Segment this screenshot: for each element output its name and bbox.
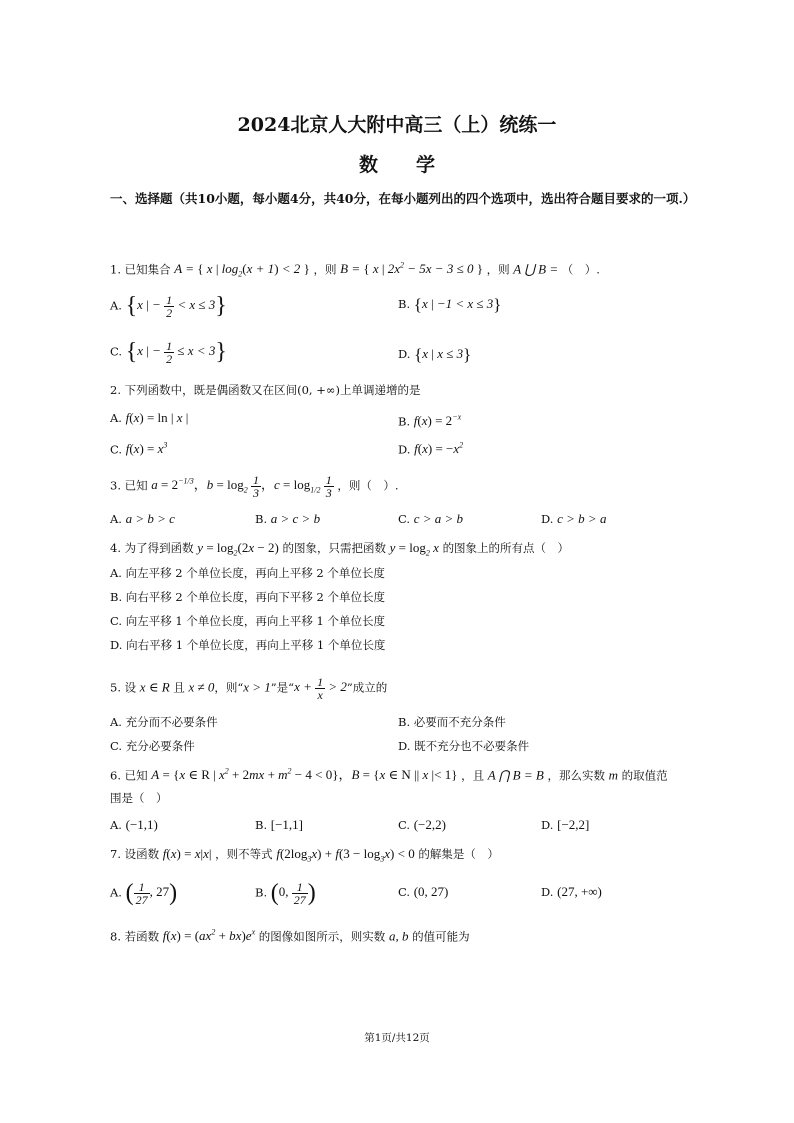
- q3-label-c: C.: [398, 512, 411, 526]
- q5-stem-text-2: 且: [173, 680, 185, 695]
- q1-stem: [110, 258, 600, 283]
- q1-option-a: A. {x | − $\frac{1}{2}$ < x ≤ 3}: [110, 293, 227, 320]
- q1-stem-text-3: ，则: [486, 262, 510, 277]
- q5-stem-text-4: ”是“: [270, 680, 295, 695]
- q8-stem-text-3: 的值可能为: [412, 929, 470, 944]
- q1-label-a: A.: [110, 298, 122, 313]
- q2-stem: 2. 下列函数中，既是偶函数又在区间(0, +∞)上单调递增的是: [110, 383, 421, 397]
- q7-option-c: C. (0, 27): [398, 884, 449, 899]
- q1-label-c: C.: [110, 344, 123, 359]
- q3-label-d: D.: [541, 512, 554, 526]
- q4-option-d: D. 向右平移 1 个单位长度，再向上平移 1 个单位长度: [110, 638, 386, 652]
- q3-label-b: B.: [255, 512, 268, 526]
- q1-union: A ⋃ B =: [513, 261, 559, 277]
- q5-option-d: D. 既不充分也不必要条件: [398, 739, 530, 753]
- q3-stem-text-2: ，则（ ）.: [337, 478, 399, 493]
- page-footer: 第1页/共12页: [364, 1032, 430, 1044]
- q7-stem-text-3: 的解集是（ ）: [418, 847, 499, 861]
- q7-option-b: B. (0, $\frac{1}{27}$ ): [255, 880, 316, 907]
- q5-stem: 5. 设 x ∈ R 且 x ≠ 0，则“x > 1”是“x + $\frac{1}{x}$ > 2”成立的: [110, 675, 388, 702]
- q4-option-c: C. 向左平移 1 个单位长度，再向上平移 1 个单位长度: [110, 614, 385, 628]
- q6-label-d: D.: [541, 818, 554, 832]
- q2-label-a: A.: [110, 411, 122, 425]
- q5-stem-text: 5. 设: [110, 680, 137, 695]
- q8-stem-text: 8. 若函数: [110, 929, 160, 944]
- q8-stem-text-2: 的图像如图所示，则实数: [258, 929, 386, 944]
- q7-label-d: D.: [541, 885, 554, 899]
- q6-stem-text-2: ，且: [461, 768, 485, 783]
- subject-title: 数 学: [358, 154, 435, 176]
- q7-option-d: D. (27, +∞): [541, 884, 602, 899]
- q6-label-c: C.: [398, 818, 411, 832]
- q6-stem-text: 6. 已知: [110, 768, 148, 783]
- q2-option-d: D. $f(x) = -x^2$: [398, 441, 464, 457]
- q3-option-d: D. c > b > a: [541, 511, 607, 526]
- q4-stem: 4. 为了得到函数 $y = \log_2(2x - 2)$ 的图象，只需把函数 $y = \log_2 x$ 的图象上的所有点（ ）: [110, 540, 570, 558]
- q3-option-a: A. a > b > c: [110, 511, 175, 526]
- q4-stem-text: 4. 为了得到函数: [110, 541, 194, 555]
- q2-option-a: A. f(x) = ln | x |: [110, 410, 189, 425]
- q7-stem-text-2: ，则不等式: [215, 847, 273, 861]
- q1-set-a: A = { x | $\log_2(x + 1) < 2$ }: [174, 261, 310, 279]
- q5-option-b: B. 必要而不充分条件: [398, 715, 506, 729]
- q5-option-c: C. 充分必要条件: [110, 739, 195, 753]
- section-heading: 一、选择题（共10小题，每小题4分，共40分，在每小题列出的四个选项中，选出符合题目要求的一项.）: [110, 191, 696, 206]
- q7-label-b: B.: [255, 885, 268, 900]
- q6-stem: 6. 已知 A = {x ∈ R | $x^2 + 2mx + m^2 - 4 < 0$}，B = {x ∈ N || x |< 1} ，且 A ⋂ B = B ，那么实数 m 的取值范: [110, 767, 668, 783]
- q7-option-a: A. ( $\frac{1}{27}$ , 27): [110, 880, 178, 907]
- q2-label-b: B.: [398, 414, 411, 429]
- q6-stem-text-3: ，那么实数: [547, 768, 605, 783]
- q4-option-a: A. 向左平移 2 个单位长度，再向上平移 2 个单位长度: [110, 566, 385, 580]
- q1-stem-text-2: ，则: [313, 262, 337, 277]
- q4-option-b: B. 向右平移 2 个单位长度，再向下平移 2 个单位长度: [110, 590, 386, 604]
- page-title: 2024北京人大附中高三（上）统练一: [237, 114, 557, 136]
- q6-option-d: D. [−2,2]: [541, 817, 590, 832]
- q5-option-a: A. 充分而不必要条件: [110, 715, 218, 729]
- q6-label-b: B.: [255, 818, 268, 832]
- q5-stem-text-3: ，则“: [214, 680, 244, 695]
- q6-option-c: C. (−2,2): [398, 817, 446, 832]
- q6-label-a: A.: [110, 818, 122, 832]
- q7-stem: 7. 设函数 f(x) = x|x| ，则不等式 $f(2\log_3x) + f(3 - \log_3x) < 0$ 的解集是（ ）: [110, 846, 499, 864]
- q1-paren: （ ）.: [561, 262, 600, 277]
- q7-stem-text: 7. 设函数: [110, 847, 160, 861]
- q2-option-b: B. $f(x) = 2^{-x}$: [398, 413, 462, 429]
- q1-set-b: B = { x | $2x^2 - 5x - 3 \le 0$ }: [340, 261, 483, 277]
- q1-option-b: B. {x | −1 < x ≤ 3}: [398, 295, 502, 315]
- q1-option-c: C. {x | − $\frac{1}{2}$ ≤ x < 3}: [110, 339, 227, 366]
- q1-label-b: B.: [398, 297, 411, 311]
- q7-label-a: A.: [110, 885, 122, 900]
- q6-option-a: A. (−1,1): [110, 817, 158, 832]
- q3-stem-text: 3. 已知: [110, 478, 148, 493]
- q1-stem-text: 1. 已知集合: [110, 262, 171, 277]
- q4-stem-text-2: 的图象，只需把函数: [282, 541, 386, 555]
- q3-stem: 3. 已知 $a = 2^{-1/3}$，$b = \log_2$ $\frac{1}{3}$ ，$c = \log_{1/2}$ $\frac{1}{3}$ ，则（ ）.: [110, 473, 399, 500]
- q3-label-a: A.: [110, 512, 122, 526]
- q7-label-c: C.: [398, 885, 411, 899]
- q2-option-c: C. $f(x) = x^3$: [110, 441, 168, 457]
- q3-option-c: C. c > a > b: [398, 511, 464, 526]
- q6-stem-line2: 围是（ ）: [110, 791, 168, 805]
- q4-stem-text-3: 的图象上的所有点（ ）: [442, 541, 570, 555]
- q1-option-d: D. {x | x ≤ 3}: [398, 345, 472, 365]
- q1-label-d: D.: [398, 347, 411, 361]
- q6-option-b: B. [−1,1]: [255, 817, 304, 832]
- q2-label-c: C.: [110, 442, 123, 457]
- q8-stem: 8. 若函数 $f(x) = (ax^2 + bx)e^x$ 的图像如图所示，则实数 a, b 的值可能为: [110, 928, 470, 944]
- q5-stem-text-5: ”成立的: [346, 680, 388, 695]
- q2-label-d: D.: [398, 442, 411, 457]
- q3-option-b: B. a > c > b: [255, 511, 321, 526]
- q6-stem-text-4: 的取值范: [621, 768, 668, 783]
